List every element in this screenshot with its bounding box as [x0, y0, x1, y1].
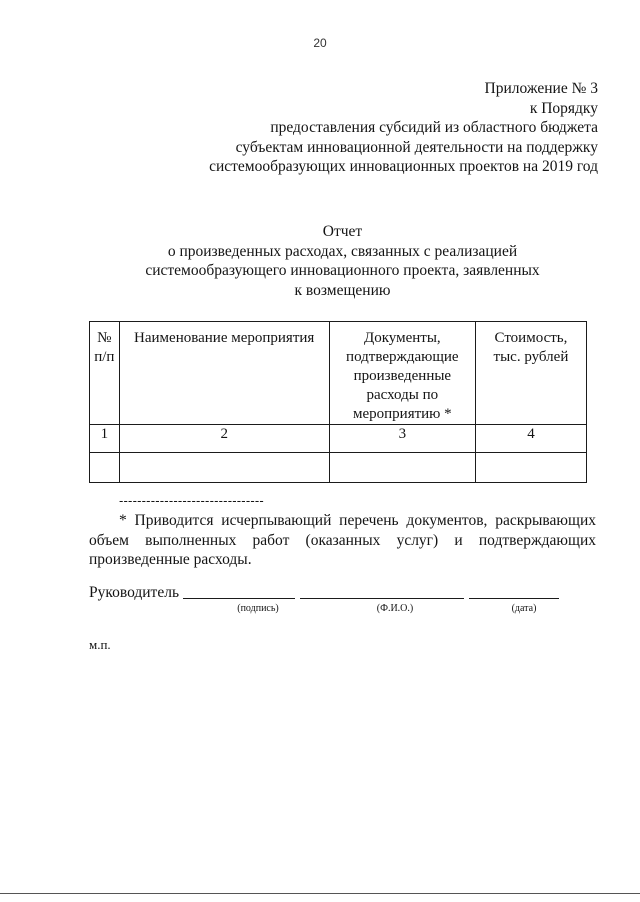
report-title-line: о произведенных расходах, связанных с реализацией [167, 242, 518, 260]
appendix-header [209, 79, 598, 177]
header-text: мероприятию * [352, 406, 452, 422]
page-number: 20 [313, 36, 327, 50]
expense-table [89, 321, 587, 483]
header-cell-cost [475, 322, 586, 425]
table-cell [90, 453, 120, 483]
header-cell-number [90, 322, 120, 425]
header-text: Стоимость, [494, 330, 568, 346]
table-header-row [90, 322, 587, 425]
header-text: № [97, 330, 112, 346]
header-text: Документы, [363, 330, 441, 346]
header-text: подтверждающие [346, 349, 459, 365]
scan-edge [0, 893, 640, 894]
header-text: произведенные [353, 368, 452, 384]
header-text: п/п [94, 349, 115, 365]
table-cell: 4 [475, 425, 586, 453]
full-name-caption: (Ф.И.О.) [376, 603, 414, 614]
table-numbering-row [90, 425, 587, 453]
table-cell [329, 453, 475, 483]
stamp-place: м.п. [89, 637, 111, 652]
signature-label: Руководитель [89, 584, 180, 601]
appendix-line: предоставления субсидий из областного бюджета [270, 119, 598, 136]
header-text: тыс. рублей [493, 349, 569, 365]
report-title-line: системообразующего инновационного проекта, заявленных [145, 262, 540, 279]
date-caption: (дата) [511, 603, 537, 614]
appendix-line: системообразующих инновационных проектов на 2019 год [209, 158, 598, 175]
date-line [469, 598, 559, 599]
header-cell-activity [119, 322, 329, 425]
appendix-line: к Порядку [529, 99, 598, 117]
table-cell [475, 453, 586, 483]
footnote-text: * Приводится исчерпывающий перечень документов, раскрывающих объем выполненных работ (оказанных услуг) и подтверждающих произведенные расходы. [89, 512, 596, 568]
appendix-line: субъектам инновационной деятельности на поддержку [235, 138, 598, 156]
header-text: Наименование мероприятия [134, 330, 315, 346]
table-cell [119, 453, 329, 483]
header-cell-documents [329, 322, 475, 425]
footnote-separator: -------------------------------- [119, 493, 264, 508]
table-cell: 2 [119, 425, 329, 453]
table-cell: 3 [329, 425, 475, 453]
table-cell: 1 [90, 425, 120, 453]
report-title [60, 222, 625, 300]
signature-line [183, 598, 295, 599]
report-title-line: к возмещению [294, 281, 391, 299]
table-row [90, 453, 587, 483]
header-text: расходы по [366, 387, 439, 403]
full-name-line [300, 598, 464, 599]
signature-caption: (подпись) [237, 603, 279, 614]
appendix-line: Приложение № 3 [484, 80, 598, 97]
report-title-line: Отчет [322, 223, 363, 240]
